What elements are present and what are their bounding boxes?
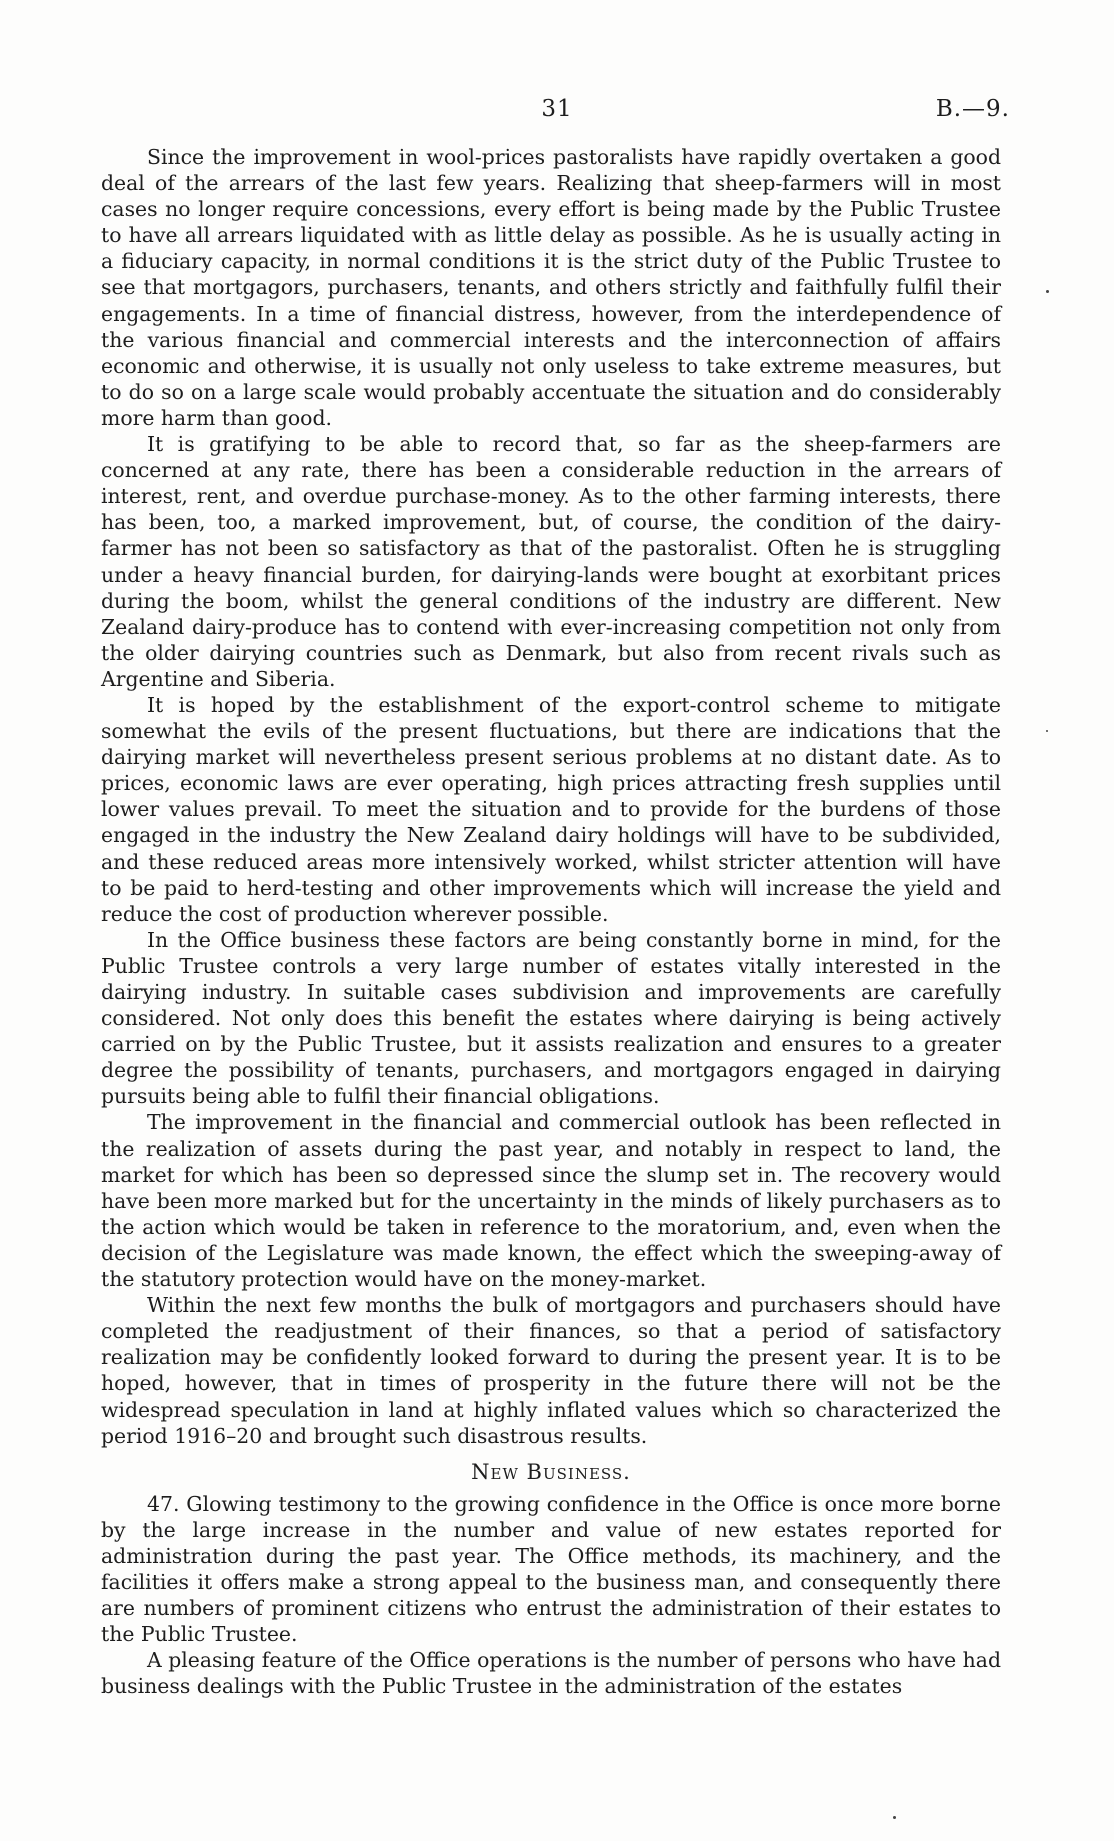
- paragraph: It is hoped by the establishment of the export-control scheme to mitigate somewhat the evils of the present fluctuations, but there are indications that the dairying market will nevertheless present serious problems at no distant date. As to prices, economic laws are ever operating, high prices attracting fresh supplies until lower values prevail. To meet the situation and to provide for the burdens of those engaged in the industry the New Zealand dairy holdings will have to be subdivided, and these reduced areas more intensively worked, whilst stricter attention will have to be paid to herd-testing and other improvements which will increase the yield and reduce the cost of production wherever possible.: [101, 692, 1001, 926]
- scan-speck: [893, 1816, 896, 1819]
- paragraph: 47. Glowing testimony to the growing confidence in the Office is once more borne by the large increase in the number and value of new estates reported for administration during the past year. The Office methods, its machinery, and the facilities it offers make a strong appeal to the business man, and consequently there are numbers of prominent citizens who entrust the administration of their estates to the Public Trustee.: [101, 1491, 1001, 1647]
- scan-speck: [1046, 290, 1049, 293]
- body-text: [101, 144, 1001, 1700]
- paragraph: In the Office business these factors are being constantly borne in mind, for the Public Trustee controls a very large number of estates vitally interested in the dairying industry. In suitable cases subdivision and improvements are carefully considered. Not only does this benefit the estates where dairying is being actively carried on by the Public Trustee, but it assists realization and ensures to a greater degree the possibility of tenants, purchasers, and mortgagors engaged in dairying pursuits being able to fulfil their financial obligations.: [101, 927, 1001, 1109]
- document-reference: B.—9.: [935, 96, 1010, 122]
- section-heading: New Business.: [471, 1459, 631, 1484]
- page-number: 31: [541, 96, 573, 122]
- paragraph: A pleasing feature of the Office operations is the number of persons who have had business dealings with the Public Trustee in the administration of the estates: [101, 1648, 1001, 1699]
- paragraph: Within the next few months the bulk of mortgagors and purchasers should have completed the readjustment of their finances, so that a period of satisfactory realization may be confidently looked forward to during the present year. It is to be hoped, however, that in times of prosperity in the future there will not be the widespread speculation in land at highly inflated values which so characterized the period 1916–20 and brought such disastrous results.: [101, 1293, 1001, 1448]
- paragraph: Since the improvement in wool-prices pastoralists have rapidly overtaken a good deal of the arrears of the last few years. Realizing that sheep-farmers will in most cases no longer require concessions, every effort is being made by the Public Trustee to have all arrears liquidated with as little delay as possible. As he is usually acting in a fiduciary capacity, in normal conditions it is the strict duty of the Public Trustee to see that mortgagors, purchasers, tenants, and others strictly and faithfully fulfil their engagements. In a time of financial distress, however, from the interdependence of the various financial and commercial interests and the interconnection of affairs economic and otherwise, it is usually not only useless to take extreme measures, but to do so on a large scale would probably accentuate the situation and do considerably more harm than good.: [101, 145, 1001, 430]
- scan-speck: [1046, 730, 1048, 732]
- paragraph: The improvement in the financial and commercial outlook has been reflected in the realization of assets during the past year, and notably in respect to land, the market for which has been so depressed since the slump set in. The recovery would have been more marked but for the uncertainty in the minds of likely purchasers as to the action which would be taken in reference to the moratorium, and, even when the decision of the Legislature was made known, the effect which the sweeping-away of the statutory protection would have on the money-market.: [101, 1110, 1001, 1292]
- paragraph: It is gratifying to be able to record that, so far as the sheep-farmers are concerned at any rate, there has been a considerable reduction in the arrears of interest, rent, and overdue purchase-money. As to the other farming interests, there has been, too, a marked improvement, but, of course, the condition of the dairy-farmer has not been so satisfactory as that of the pastoralist. Often he is struggling under a heavy financial burden, for dairying-lands were bought at exorbitant prices during the boom, whilst the general conditions of the industry are different. New Zealand dairy-produce has to contend with ever-increasing competition not only from the older dairying countries such as Denmark, but also from recent rivals such as Argentine and Siberia.: [101, 432, 1001, 691]
